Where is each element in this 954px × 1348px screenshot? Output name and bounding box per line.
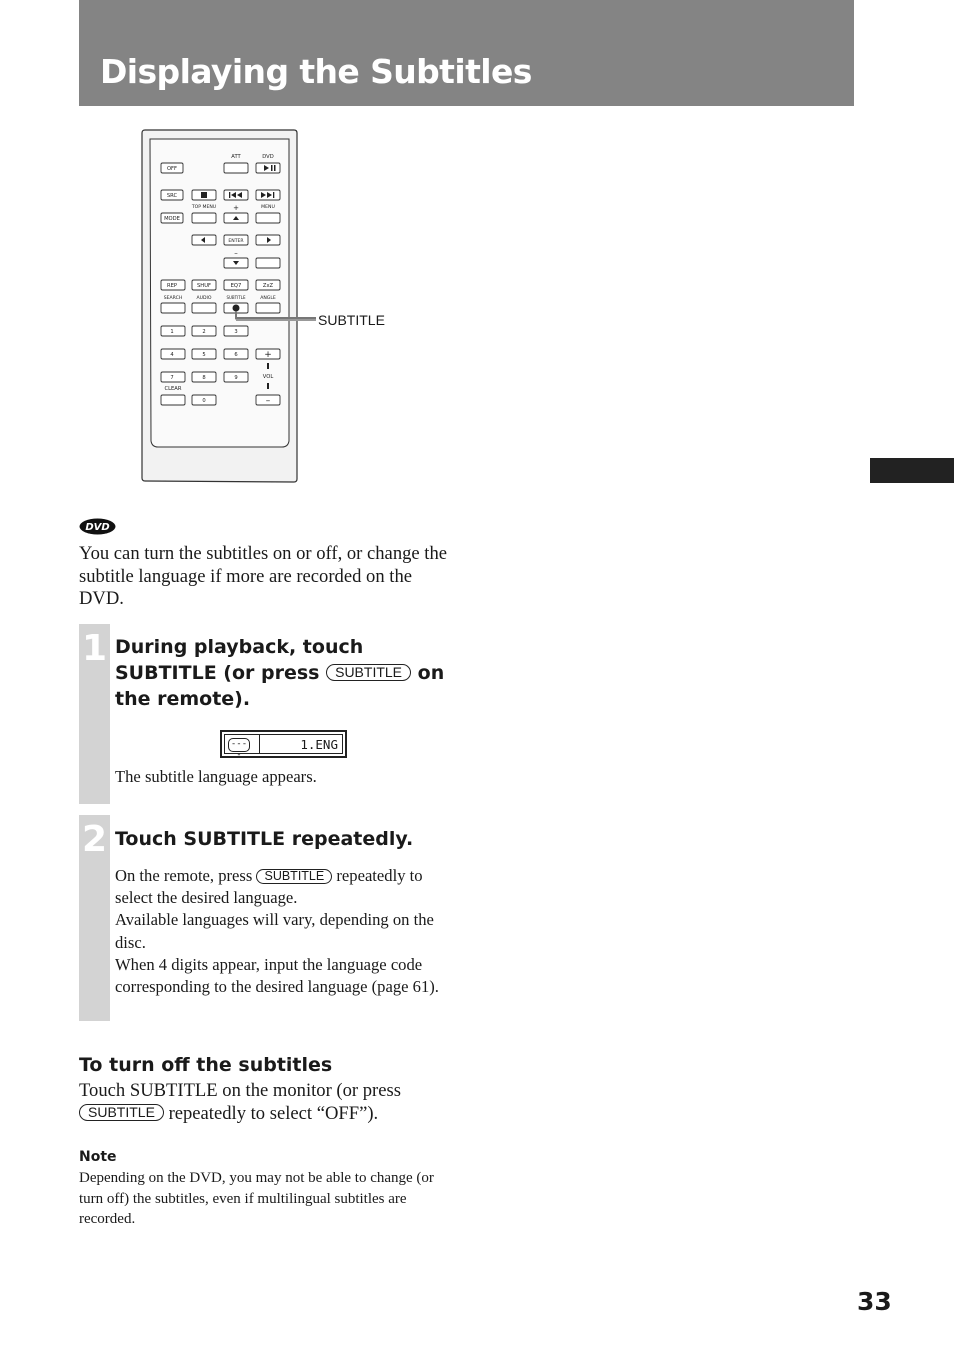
- remote-eq7-label: EQ7: [230, 283, 242, 289]
- remote-key-0: 0: [202, 398, 206, 404]
- remote-key-6: 6: [234, 352, 238, 358]
- remote-key-8: 8: [202, 375, 206, 381]
- step-2-para-1-a: On the remote, press: [115, 866, 253, 885]
- remote-key-7: 7: [170, 375, 174, 381]
- subtitle-key: SUBTITLE: [256, 869, 332, 884]
- remote-vol-plus-label: +: [264, 350, 272, 360]
- remote-enter-label: ENTER: [228, 239, 244, 244]
- intro-text: You can turn the subtitles on or off, or change the subtitle language if more are recorded on the DVD.: [79, 543, 448, 609]
- remote-vol-label: VOL: [262, 374, 274, 380]
- remote-subtitle-label: SUBTITLE: [226, 295, 246, 300]
- remote-control-illustration: [140, 129, 400, 489]
- remote-key-5: 5: [202, 352, 206, 358]
- remote-key-4: 4: [170, 352, 174, 358]
- subtitle-osd-text: 1.ENG: [300, 737, 338, 752]
- subtitle-callout-label: SUBTITLE: [318, 312, 385, 328]
- remote-vol-minus-label: –: [265, 396, 271, 406]
- step-1-title-a: During playback, touch SUBTITLE (or press: [115, 636, 364, 684]
- step-2-title: Touch SUBTITLE repeatedly.: [115, 828, 414, 850]
- page-title: Displaying the Subtitles: [100, 52, 532, 91]
- step-2-number: 2: [81, 819, 108, 860]
- dvd-logo-icon: [79, 518, 116, 535]
- turn-off-heading: To turn off the subtitles: [79, 1054, 333, 1076]
- remote-dvd-label: DVD: [262, 154, 274, 160]
- title-banner: [79, 0, 854, 106]
- turn-off-text-a: Touch SUBTITLE on the monitor (or press: [79, 1080, 401, 1101]
- remote-search-label: SEARCH: [163, 296, 183, 301]
- remote-key-2: 2: [202, 329, 206, 335]
- subtitle-key: SUBTITLE: [79, 1104, 164, 1121]
- remote-mode-label: MODE: [164, 216, 180, 222]
- section-tab: [870, 458, 954, 483]
- turn-off-text: [79, 1080, 459, 1125]
- subtitle-osd-display: [220, 730, 347, 758]
- turn-off-text-b: repeatedly to select “OFF”).: [168, 1102, 379, 1124]
- step-1-title: [115, 634, 455, 712]
- remote-clear-label: CLEAR: [164, 386, 182, 392]
- step-2-para-1-b: repeatedly to select the desired language.: [115, 866, 423, 908]
- step-2-para-3: When 4 digits appear, input the language code corresponding to the desired language (page 61).: [115, 954, 439, 997]
- step-2-body: [115, 865, 455, 998]
- remote-shuf-label: SHUF: [197, 283, 211, 289]
- remote-rep-label: REP: [166, 283, 178, 289]
- subtitle-key: SUBTITLE: [326, 664, 411, 681]
- remote-menu-label: MENU: [261, 205, 275, 210]
- remote-audio-label: AUDIO: [196, 296, 212, 301]
- remote-plus-up-label: +: [233, 204, 239, 212]
- remote-minus-down-label: –: [234, 249, 238, 257]
- remote-zxz-label: ZxZ: [262, 283, 274, 289]
- note-text: Depending on the DVD, you may not be able to change (or turn off) the subtitles, even if multilingual subtitles are recorded.: [79, 1170, 434, 1227]
- remote-key-1: 1: [170, 329, 174, 335]
- remote-top-menu-label: TOP MENU: [191, 205, 217, 210]
- subtitle-osd-icon: ----: [228, 738, 250, 752]
- remote-key-3: 3: [234, 329, 238, 335]
- step-2-para-1: [115, 865, 455, 909]
- remote-off-label: OFF: [166, 166, 178, 172]
- remote-src-label: SRC: [166, 193, 178, 199]
- note-heading: Note: [79, 1149, 117, 1165]
- dvd-logo-text: DVD: [85, 522, 110, 533]
- step-2-bar: [79, 815, 110, 1021]
- step-1-bar: [79, 624, 110, 804]
- step-1-title-b: on the remote).: [115, 662, 445, 710]
- remote-att-label: ATT: [231, 154, 241, 160]
- remote-key-9: 9: [234, 375, 238, 381]
- step-1-result: The subtitle language appears.: [115, 767, 317, 786]
- remote-angle-label: ANGLE: [260, 296, 276, 301]
- step-2-para-2: Available languages will vary, depending on the disc.: [115, 910, 434, 952]
- step-1-number: 1: [81, 628, 108, 669]
- page-number: 33: [857, 1287, 892, 1316]
